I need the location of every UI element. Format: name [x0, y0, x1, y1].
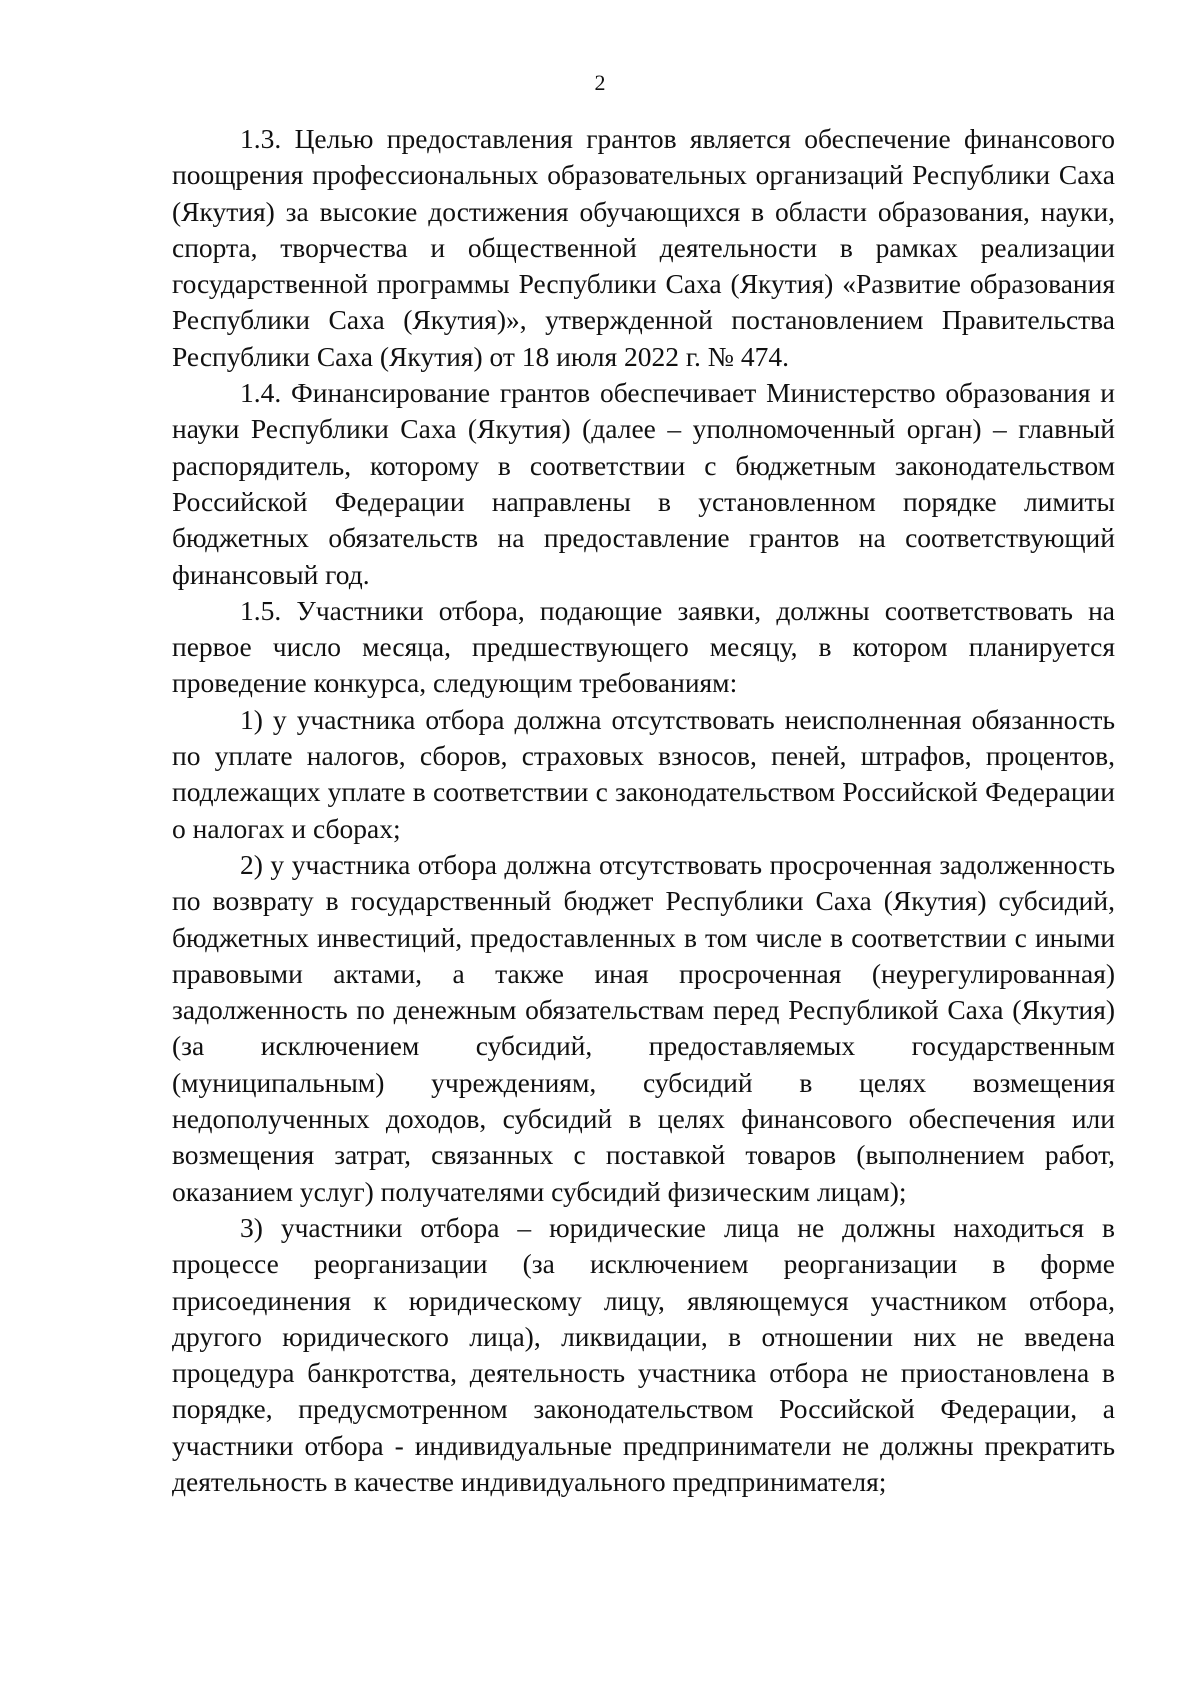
paragraph-1-5: 1.5. Участники отбора, подающие заявки, должны соответствовать на первое число месяца, предшествующего месяцу, в котором планируется проведение конкурса, следующим требованиям: — [172, 594, 1115, 699]
requirement-3: 3) участники отбора – юридические лица не должны находиться в процессе реорганизации (за исключением реорганизации в форме присоединения к юридическому лицу, являющемуся участником отбора, другого юридического лица), ликвидации, в отношении них не введена процедура банкротства, деятельность участника отбора не приостановлена в порядке, предусмотренном законодательством Российской Федерации, а участники отбора - индивидуальные предприниматели не должны прекратить деятельность в качестве индивидуального предпринимателя; — [172, 1211, 1115, 1497]
requirement-2: 2) у участника отбора должна отсутствовать просроченная задолженность по возврату в государственный бюджет Республики Саха (Якутия) субсидий, бюджетных инвестиций, предоставленных в том числе в соответствии с иными правовыми актами, а также иная просроченная (неурегулированная) задолженность по денежным обязательствам перед Республикой Саха (Якутия) (за исключением субсидий, предоставляемых государственным (муниципальным) учреждениям, субсидий в целях возмещения недополученных доходов, субсидий в целях финансового обеспечения или возмещения затрат, связанных с поставкой товаров (выполнением работ, оказанием услуг) получателями субсидий физическим лицам); — [172, 848, 1115, 1207]
page-number: 2 — [594, 70, 606, 95]
paragraph-1-4: 1.4. Финансирование грантов обеспечивает Министерство образования и науки Республики Саха (Якутия) (далее – уполномоченный орган) – главный распорядитель, которому в соответствии с бюджетным законодательством Российской Федерации направлены в установленном порядке лимиты бюджетных обязательств на предоставление грантов на соответствующий финансовый год. — [172, 377, 1115, 590]
requirement-1: 1) у участника отбора должна отсутствовать неисполненная обязанность по уплате налогов, сборов, страховых взносов, пеней, штрафов, процентов, подлежащих уплате в соответствии с законодательством Российской Федерации о налогах и сборах; — [172, 703, 1115, 844]
paragraph-1-3: 1.3. Целью предоставления грантов является обеспечение финансового поощрения профессиональных образовательных организаций Республики Саха (Якутия) за высокие достижения обучающихся в области образования, науки, спорта, творчества и общественной деятельности в рамках реализации государственной программы Республики Саха (Якутия) «Развитие образования Республики Саха (Якутия)», утвержденной постановлением Правительства Республики Саха (Якутия) от 18 июля 2022 г. № 474. — [172, 123, 1115, 372]
document-body — [172, 121, 1115, 1500]
